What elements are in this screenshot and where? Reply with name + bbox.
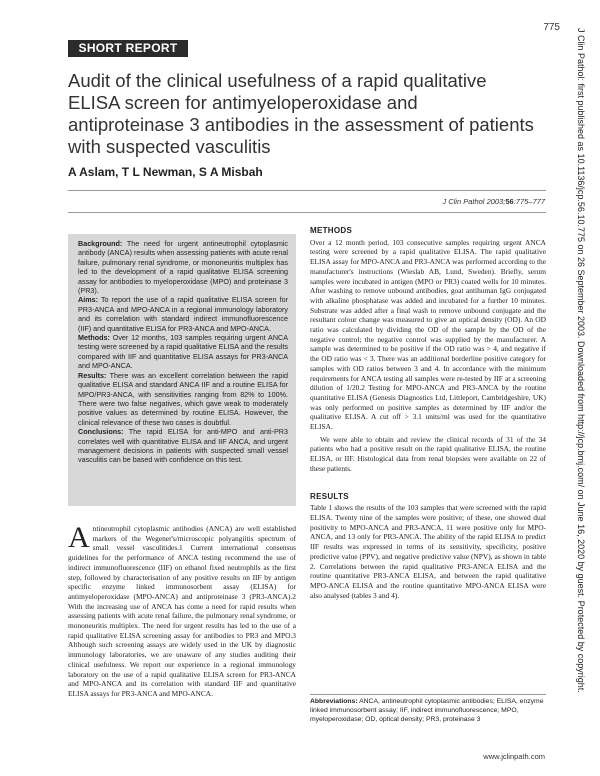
header-divider: [68, 190, 546, 191]
abbreviations-label: Abbreviations:: [310, 698, 358, 705]
abstract-results-text: There was an excellent correlation between the rapid qualitative ELISA and standard ANCA IIF and a routine ELISA for MPO/PR3-ANCA, with sensitivities ranging from 82% to 100%. There were two false negatives, which gave weak to moderately positive values as determined by routine ELISA. However, the clinical relevance of these two cases is doubtful.: [78, 370, 288, 427]
abstract-box: [68, 234, 296, 506]
section-label: SHORT REPORT: [68, 40, 188, 57]
abstract-conclusions-label: Conclusions:: [78, 427, 124, 437]
methods-paragraph-1: Over a 12 month period, 103 consecutive samples requiring urgent ANCA testing were screened by a rapid qualitative ELISA. The rapid qualitative ELISA assay for MPO-ANCA and PR3-ANCA was performed according to the manufacturer's instructions (Wieslab AB, Lund, Sweden). Briefly, serum samples were incubated in antigen (MPO or PR3) coated wells for 10 minutes. After washing to remove unbound antibodies, goat antihuman IgG conjugated with alkaline phosphatase was added and incubated for a further 10 minutes. Substrate was added after a final wash to remove unbound conjugate and the resultant colour change was measured to give an optical density (OD). An OD ratio was calculated by dividing the OD of the sample by the OD of the negative control; the negative control was supplied by the manufacturer. A sample was determined to be positive if the OD ratio was > 4, and negative if the OD ratio was < 3. There was an additional borderline positive category for samples with OD ratios between 3 and 4. In accordance with the minimum requirements for ANCA testing all samples were re-tested by IIF at a screening dilution of 1/20.2 Testing for MPO-ANCA and PR3-ANCA by the routine quantitative ELISA (Genesis Diagnostics Ltd, Littleport, Cambridgeshire, UK) was only performed on positive samples as determined by IIF and/or the qualitative ELISA. A cut off > 3.1 units/ml was used for the quantitative ELISA.: [310, 237, 546, 432]
abbreviations: [310, 698, 546, 724]
intro-paragraph: ntineutrophil cytoplasmic antibodies (ANCA) are well established markers of the Wegener's/microscopic polyangiitis spectrum of small vessel vasculitides.1 Current international consensus guidelines for the performance of ANCA testing recommend the use of indirect immunofluorescence (IIF) on ethanol fixed neutrophils as the first step, followed by characterisation of any positive results on IIF by antigen specific enzyme linked immunosorbent assay (ELISA) for antimyeloperoxidase (MPO-ANCA) and antiproteinase 3 (PR3-ANCA).2 With the increasing use of ANCA has come a need for rapid results when assessing patients with acute renal failure, the pulmonary renal syndrome, or mononeuritis multiplex. The need for urgent results has led to the use of a rapid qualitative ELISA screening assay for antibodies to PR3 and MPO.3 Although such screening assays are widely used in the UK by diagnostic immunology laboratories, we are unaware of any studies auditing their clinical usefulness. We report our experience in a regional immunology laboratory on the use of a rapid qualitative ELISA screen for PR3-ANCA and MPO-ANCA and its correlation with standard IIF and quantitative ELISA assays for PR3-ANCA and MPO-ANCA.: [68, 524, 296, 698]
drop-cap: A: [68, 521, 90, 554]
abstract-conclusions-text: The rapid ELISA for anti-MPO and anti-PR3 correlates well with quantitative ELISA and IIF ANCA, and urgent management decisions in patients with suspected small vessel vasculitis can be based with confidence on this test.: [78, 427, 288, 465]
right-column: [310, 226, 546, 600]
abbreviations-text: ANCA, antineutrophil cytoplasmic antibodies; ELISA, enzyme linked immunosorbent assay; IIF, indirect immunofluorescence; MPO, myeloperoxidase; OD, optical density; PR3, proteinase 3: [310, 698, 544, 723]
article-title: Audit of the clinical usefulness of a rapid qualitative ELISA screen for antimyeloperoxidase and antiproteinase 3 antibodies in the assessment of patients with suspected vasculitis: [68, 70, 534, 157]
results-paragraph-1: Table 1 shows the results of the 103 samples that were screened with the rapid ELISA. Twenty nine of the samples were positive; of these, one showed dual positivity to MPO-ANCA and PR3-ANCA, 11 were positive only for MPO-ANCA, and 13 only for PR3-ANCA. The ability of the rapid ELISA to predict IIF results was expressed in terms of its sensitivity, specificity, positive predictive value (PPV), and negative predictive value (NPV), as shown in table 2. Correlations between the rapid qualitative PR3-ANCA ELISA and the routine quantitative PR3-ANCA ELISA, and between the rapid qualitative MPO-ANCA ELISA and the routine quantitative MPO-ANCA ELISA were also analysed (tables 3 and 4).: [310, 503, 546, 600]
citation-pages: :775–777: [513, 197, 545, 206]
citation: [442, 197, 545, 206]
abstract-methods-label: Methods:: [78, 333, 110, 343]
methods-paragraph-2: We were able to obtain and review the clinical records of 31 of the 34 patients who had a positive result on the rapid qualitative ELISA, the routine ELISA, or IIF. Histological data from renal biopsies were available on 22 of these patients.: [310, 434, 546, 473]
page-number: 775: [543, 22, 560, 33]
authors: A Aslam, T L Newman, S A Misbah: [68, 165, 263, 179]
methods-heading: METHODS: [310, 226, 353, 235]
abstract-results-label: Results:: [78, 370, 107, 380]
abstract-background-label: Background:: [78, 239, 123, 248]
abstract-background: [78, 239, 288, 295]
abstract-methods: [78, 333, 288, 371]
abbrev-divider: [310, 694, 546, 695]
abstract-background-text: The need for urgent antineutrophil cytoplasmic antibody (ANCA) results when assessing patients with acute renal failure, pulmonary renal syndrome, or mononeuritis multiplex has led to the development of a rapid qualitative ELISA screening assay for antibodies to myeloperoxidase (MPO) and proteinase 3 (PR3).: [78, 239, 288, 296]
footer-url[interactable]: www.jclinpath.com: [483, 752, 545, 761]
abstract-aims-text: To report the use of a rapid qualitative ELISA screen for PR3-ANCA and MPO-ANCA in a regional immunology laboratory and its correlation with standard indirect immunofluorescence (IIF) and quantitative ELISA for PR3-ANCA and MPO-ANCA.: [78, 295, 288, 333]
results-heading: RESULTS: [310, 491, 349, 501]
side-note: J Clin Pathol: first published as 10.1136/jcp.56.10.775 on 26 September 2003. Downloaded from http://jcp.bmj.com/ on June 16, 2020 by guest. Protected by copyright.: [576, 28, 586, 693]
citation-year: 2003;: [486, 197, 506, 206]
citation-divider: [68, 212, 546, 213]
abstract-methods-text: Over 12 months, 103 samples requiring urgent ANCA testing were screened by a rapid qualitative ELISA and the results compared with IIF and quantitative ELISA assays for PR3-ANCA and MPO-ANCA.: [78, 333, 288, 371]
citation-volume: 56: [505, 197, 514, 206]
citation-journal: J Clin Pathol: [442, 197, 485, 206]
abstract-aims: [78, 295, 288, 333]
introduction: [68, 521, 296, 699]
abstract-conclusions: [78, 427, 288, 465]
abstract-results: [78, 371, 288, 427]
abstract-aims-label: Aims:: [78, 295, 98, 305]
